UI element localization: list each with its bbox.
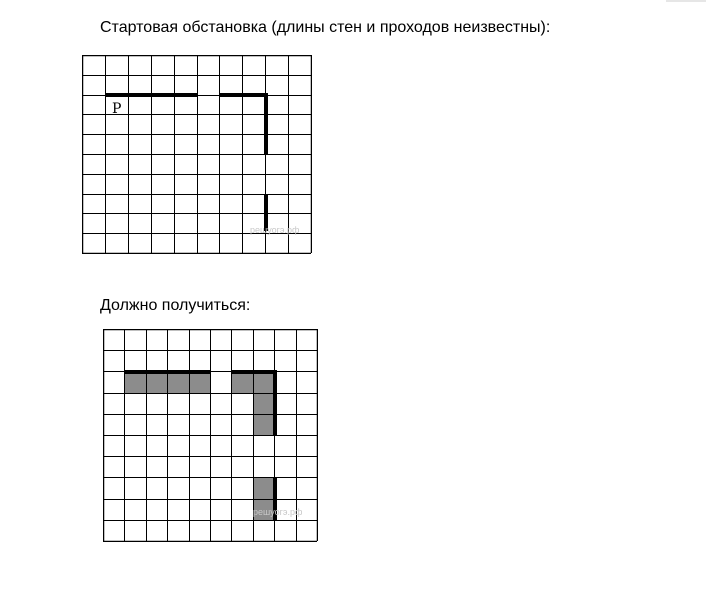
- page-edge-mark: [666, 0, 706, 2]
- start-grid: [82, 55, 312, 254]
- start-watermark: решуогэ.рф: [250, 225, 300, 235]
- robot-marker: Р: [112, 101, 122, 117]
- result-grid: [103, 329, 318, 542]
- start-grid-lines: [82, 55, 312, 254]
- start-grid-canvas: [82, 55, 312, 254]
- start-walls: [105, 95, 268, 231]
- start-caption: Стартовая обстановка (длины стен и проходов неизвестны):: [100, 19, 551, 36]
- result-caption: Должно получиться:: [100, 297, 251, 314]
- result-watermark: решуогэ.рф: [253, 507, 303, 517]
- result-grid-canvas: [103, 329, 318, 542]
